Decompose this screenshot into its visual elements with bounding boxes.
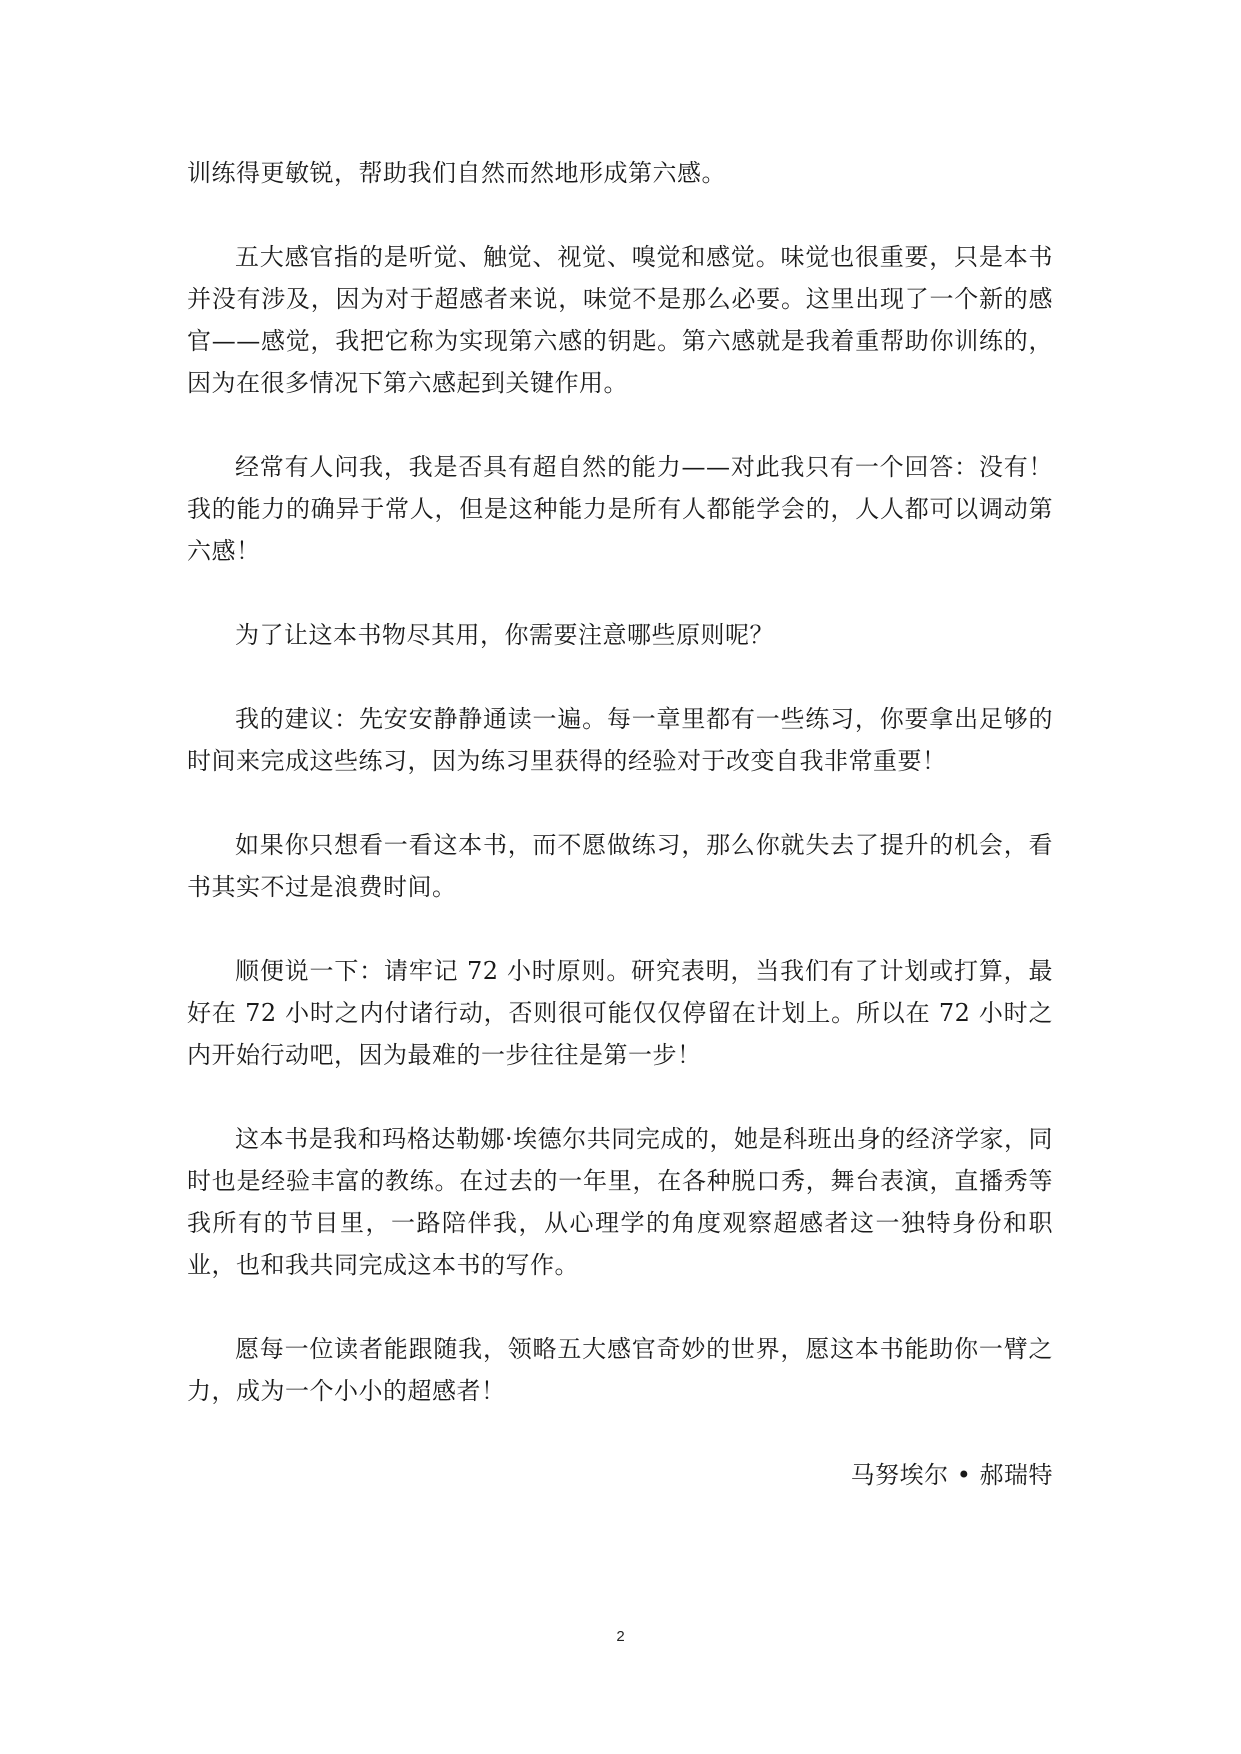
paragraph-8: 这本书是我和玛格达勒娜·埃德尔共同完成的，她是科班出身的经济学家，同时也是经验丰富的教练。在过去的一年里，在各种脱口秀，舞台表演，直播秀等我所有的节目里，一路陪伴我，从心理学的角度观察超感者这一独特身份和职业，也和我共同完成这本书的写作。: [187, 1125, 1053, 1279]
paragraph-3: 经常有人问我，我是否具有超自然的能力——对此我只有一个回答：没有！我的能力的确异于常人，但是这种能力是所有人都能学会的，人人都可以调动第六感！: [187, 453, 1053, 565]
document-body: [187, 152, 1053, 1496]
paragraph-7: 顺便说一下：请牢记 72 小时原则。研究表明，当我们有了计划或打算，最好在 72 小时之内付诸行动，否则很可能仅仅停留在计划上。所以在 72 小时之内开始行动吧，因为最难的一步往往是第一步！: [187, 957, 1053, 1069]
paragraph-9: 愿每一位读者能跟随我，领略五大感官奇妙的世界，愿这本书能助你一臂之力，成为一个小小的超感者！: [187, 1335, 1053, 1405]
paragraph-1: 训练得更敏锐，帮助我们自然而然地形成第六感。: [187, 159, 726, 187]
author-signature: 马努埃尔 • 郝瑞特: [850, 1461, 1053, 1489]
paragraph-2: 五大感官指的是听觉、触觉、视觉、嗅觉和感觉。味觉也很重要，只是本书并没有涉及，因为对于超感者来说，味觉不是那么必要。这里出现了一个新的感官——感觉，我把它称为实现第六感的钥匙。第六感就是我着重帮助你训练的，因为在很多情况下第六感起到关键作用。: [187, 243, 1053, 397]
paragraph-6: 如果你只想看一看这本书，而不愿做练习，那么你就失去了提升的机会，看书其实不过是浪费时间。: [187, 831, 1053, 901]
paragraph-4: 为了让这本书物尽其用，你需要注意哪些原则呢？: [235, 621, 774, 649]
page-number: 2: [616, 1628, 625, 1645]
paragraph-5: 我的建议：先安安静静通读一遍。每一章里都有一些练习，你要拿出足够的时间来完成这些练习，因为练习里获得的经验对于改变自我非常重要！: [187, 705, 1053, 775]
